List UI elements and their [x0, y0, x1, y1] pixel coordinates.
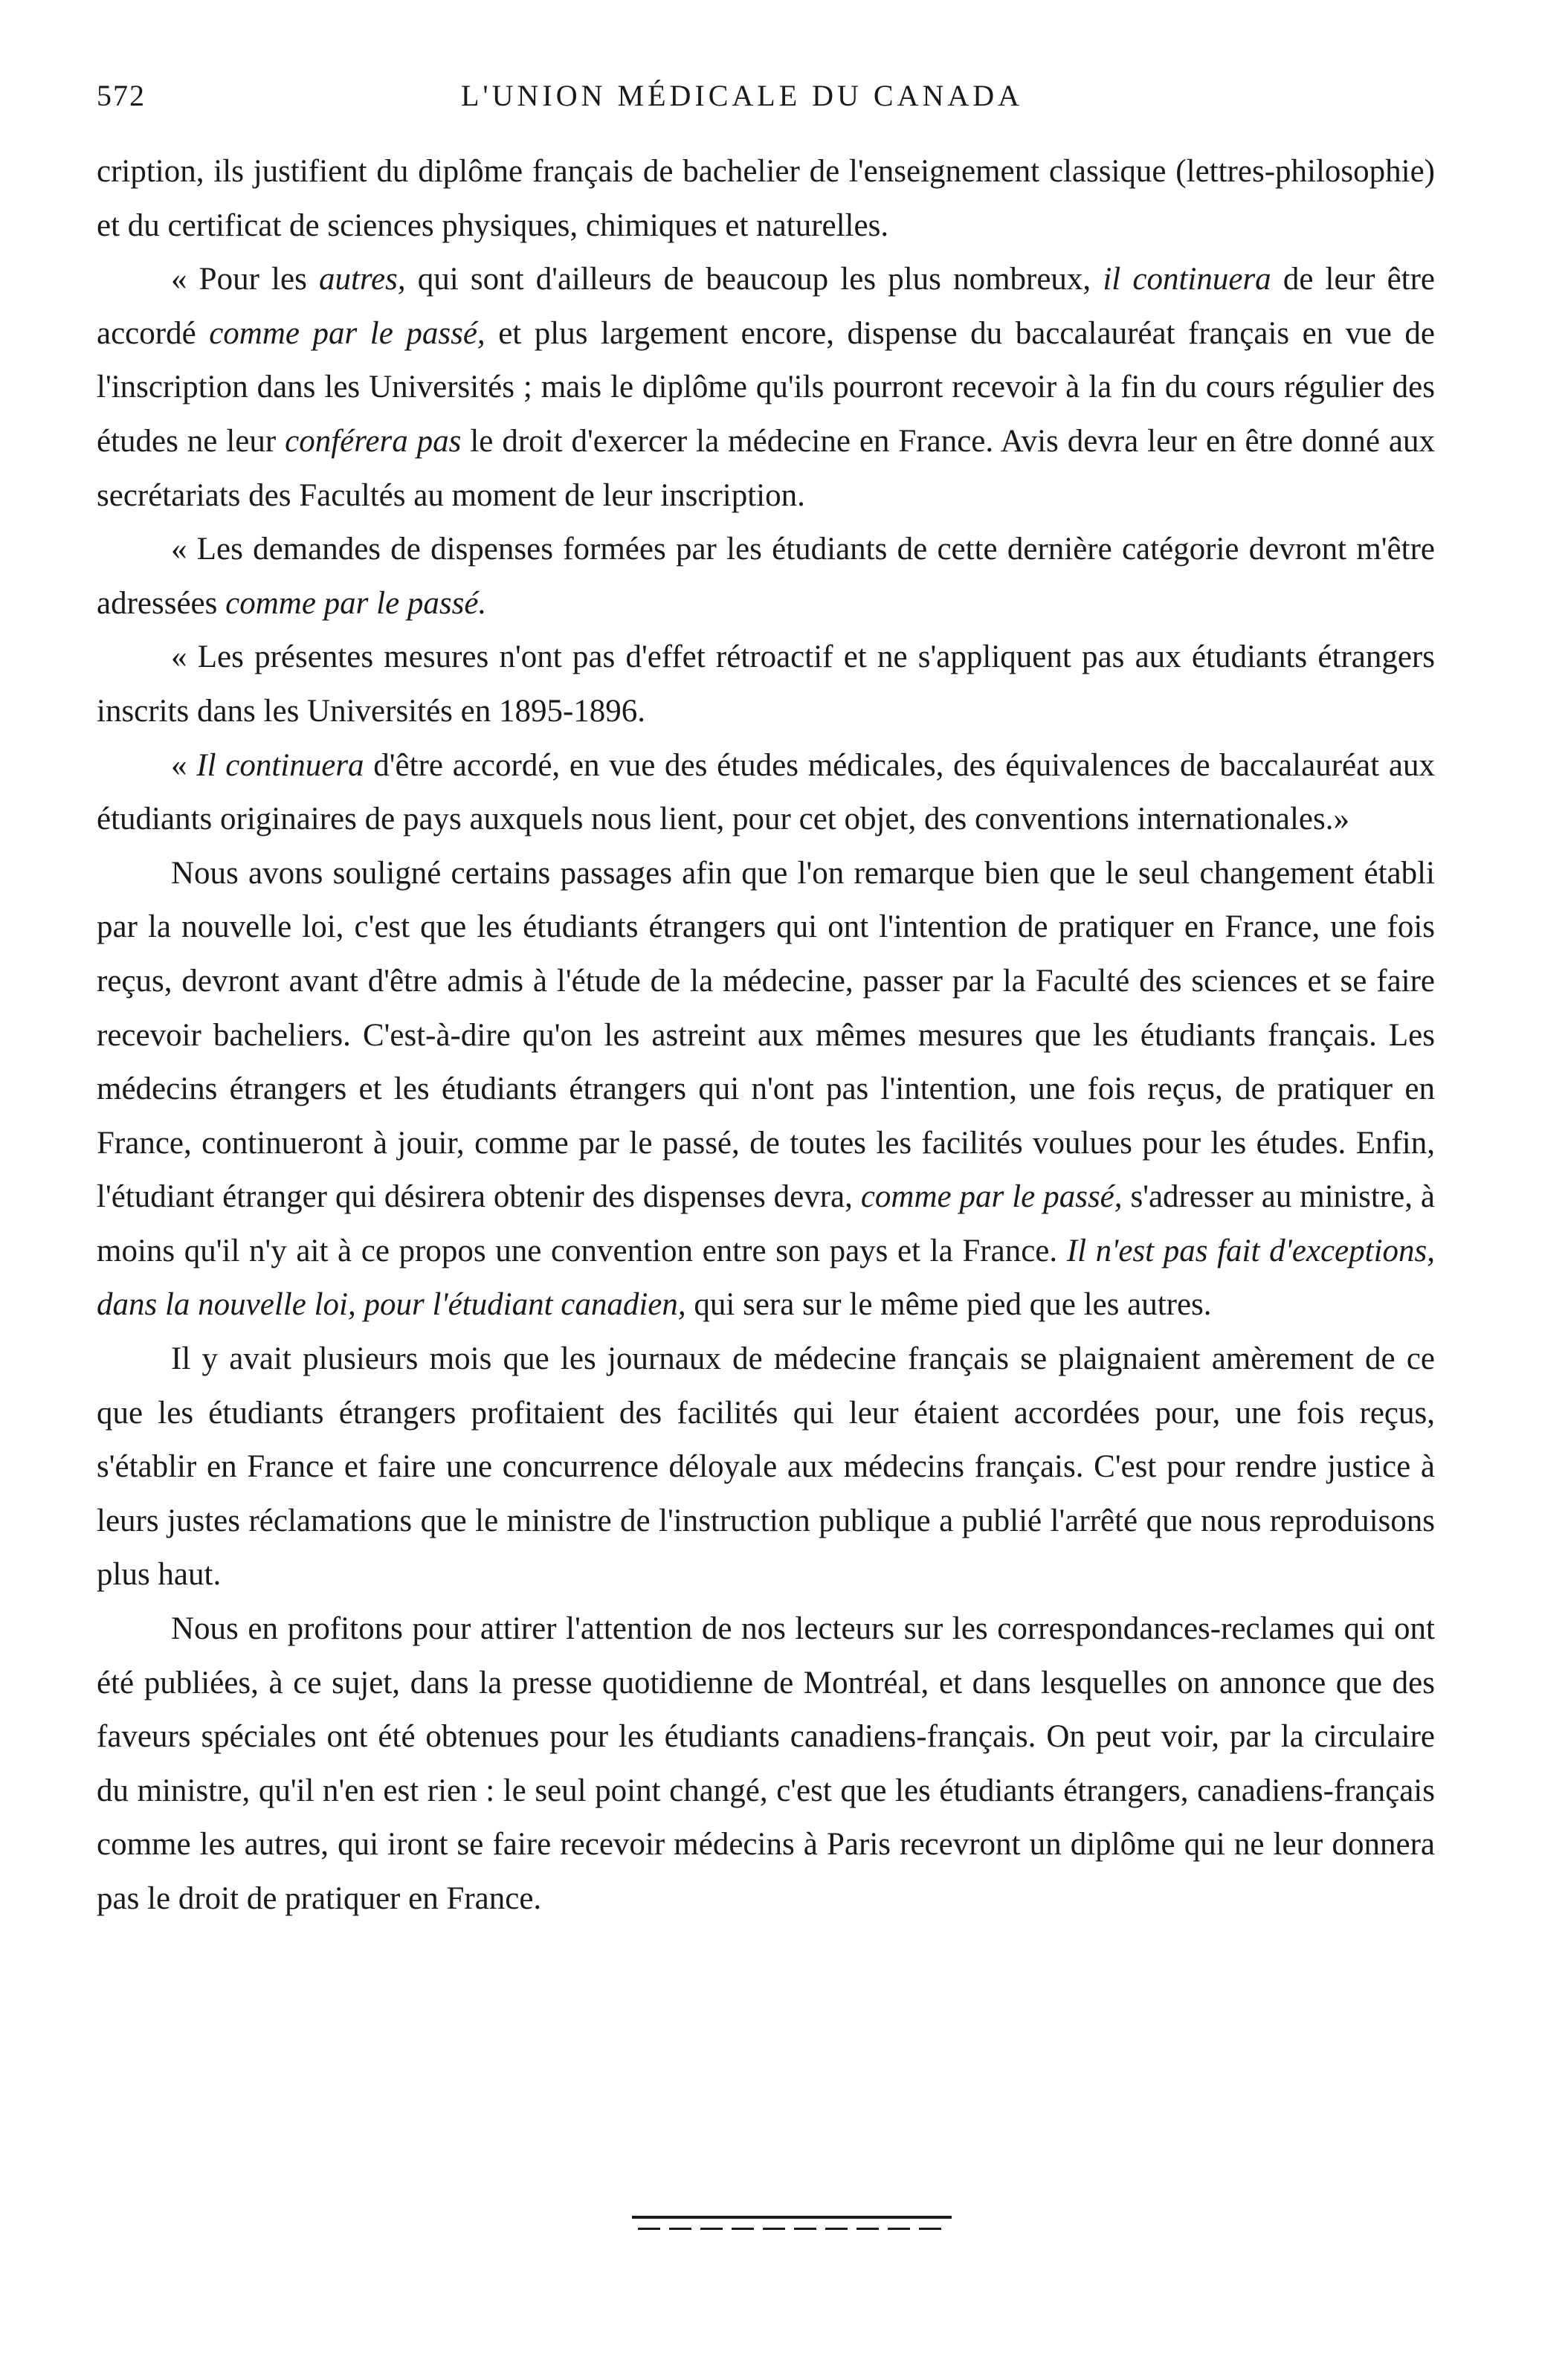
- rule-line: [632, 2216, 952, 2219]
- text-run: et plus largement encore, dispense du baccalauréat français en vue de l'inscription dans les Universités ; mais le diplôme qu'ils pourront recevoir à la fin du cours régulier des études ne leur: [97, 315, 1435, 459]
- article-body: [97, 145, 1435, 1927]
- text-run: de leur être accordé: [97, 262, 1435, 351]
- paragraph: [97, 847, 1435, 1332]
- page: [97, 78, 1435, 1927]
- journal-title: L'UNION MÉDICALE DU CANADA: [461, 79, 1024, 112]
- italic-text-run: comme par le passé.: [225, 585, 487, 621]
- italic-text-run: Il continuera: [196, 747, 364, 783]
- text-run: qui sont d'ailleurs de beaucoup les plus nombreux,: [405, 262, 1103, 297]
- text-run: le droit d'exercer la médecine en France. Avis devra leur en être donné aux secrétariats des Facultés au moment de leur inscription.: [97, 423, 1435, 513]
- paragraph: [97, 1602, 1435, 1927]
- paragraph: [97, 253, 1435, 523]
- text-run: Il y avait plusieurs mois que les journaux de médecine français se plaignaient amèrement de ce que les étudiants étrangers profitaient des facilités qui leur étaient accordées pour, une fois reçus, s'établir en France et faire une concurrence déloyale aux médecins français. C'est pour rendre justice à leurs justes réclamations que le ministre de l'instruction publique a publié l'arrêté que nous reproduisons plus haut.: [97, 1341, 1435, 1593]
- text-run: cription, ils justifient du diplôme français de bachelier de l'enseignement classique (lettres-philosophie) et du certificat de sciences physiques, chimiques et naturelles.: [97, 154, 1435, 243]
- text-run: « Pour les: [171, 262, 319, 297]
- italic-text-run: conférera pas: [285, 423, 462, 459]
- italic-text-run: comme par le passé,: [209, 315, 485, 351]
- italic-text-run: autres,: [318, 262, 406, 297]
- rule-dashed-line: [638, 2228, 946, 2230]
- text-run: «: [171, 747, 197, 783]
- running-head: [97, 78, 1435, 130]
- paragraph: [97, 739, 1435, 847]
- paragraph: [97, 631, 1435, 738]
- italic-text-run: Il n'est pas fait d'exceptions, dans la nouvelle loi, pour l'étudiant canadien,: [97, 1233, 1436, 1323]
- paragraph: [97, 1332, 1435, 1602]
- page-number: 572: [97, 79, 146, 112]
- italic-text-run: il continuera: [1103, 262, 1271, 297]
- paragraph: [97, 523, 1435, 631]
- text-run: s'adresser au ministre, à moins qu'il n'y ait à ce propos une convention entre son pays et la France.: [97, 1179, 1435, 1268]
- section-end-rule: [632, 2216, 952, 2230]
- text-run: Nous avons souligné certains passages afin que l'on remarque bien que le seul changement établi par la nouvelle loi, c'est que les étudiants étrangers qui ont l'intention de pratiquer en France, une fois reçus, devront avant d'être admis à l'étude de la médecine, passer par la Faculté des sciences et se faire recevoir bacheliers. C'est-à-dire qu'on les astreint aux mêmes mesures que les étudiants français. Les médecins étrangers et les étudiants étrangers qui n'ont pas l'intention, une fois reçus, de pratiquer en France, continueront à jouir, comme par le passé, de toutes les facilités voulues pour les études. Enfin, l'étudiant étranger qui désirera obtenir des dispenses devra,: [97, 855, 1435, 1215]
- text-run: d'être accordé, en vue des études médicales, des équivalences de baccalauréat aux étudiants originaires de pays auxquels nous lient, pour cet objet, des conventions internationales.»: [97, 747, 1435, 837]
- text-run: qui sera sur le même pied que les autres.: [685, 1287, 1212, 1323]
- text-run: Nous en profitons pour attirer l'attention de nos lecteurs sur les correspondances-reclames qui ont été publiées, à ce sujet, dans la presse quotidienne de Montréal, et dans lesquelles on annonce que des faveurs spéciales ont été obtenues pour les étudiants canadiens-français. On peut voir, par la circulaire du ministre, qu'il n'en est rien : le seul point changé, c'est que les étudiants étrangers, canadiens-français comme les autres, qui iront se faire recevoir médecins à Paris recevront un diplôme qui ne leur donnera pas le droit de pratiquer en France.: [97, 1611, 1435, 1916]
- text-run: « Les présentes mesures n'ont pas d'effet rétroactif et ne s'appliquent pas aux étudiants étrangers inscrits dans les Universités en 1895-1896.: [97, 639, 1435, 729]
- text-run: « Les demandes de dispenses formées par les étudiants de cette dernière catégorie devront m'être adressées: [97, 532, 1435, 621]
- paragraph: [97, 145, 1435, 253]
- italic-text-run: comme par le passé,: [860, 1179, 1123, 1215]
